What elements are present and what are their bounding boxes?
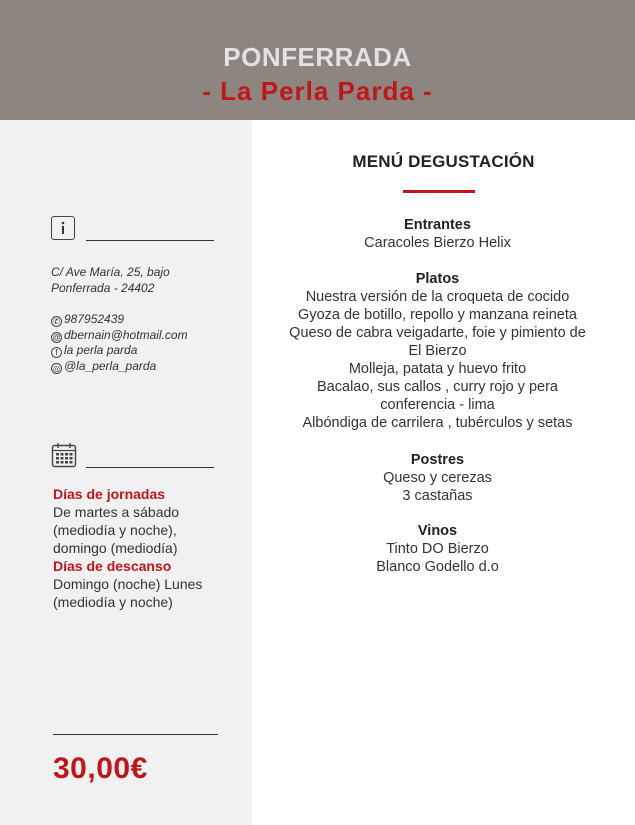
address-line-2: Ponferrada - 24402 bbox=[51, 281, 155, 295]
menu-item: Bacalao, sus callos , curry rojo y pera bbox=[317, 379, 558, 395]
section-title: Platos bbox=[415, 271, 460, 287]
menu-section-platos bbox=[280, 270, 595, 432]
address-line-1: C/ Ave María, 25, bajo bbox=[51, 265, 170, 279]
menu-item: Caracoles Bierzo Helix bbox=[364, 235, 511, 251]
rest-days-title: Días de descanso bbox=[53, 558, 172, 574]
instagram-handle: @la_perla_parda bbox=[64, 359, 157, 373]
menu-price: 30,00€ bbox=[53, 752, 148, 785]
facebook-icon: f bbox=[51, 347, 62, 358]
menu-item: El Bierzo bbox=[408, 343, 467, 359]
menu-item: Molleja, patata y huevo frito bbox=[348, 361, 527, 377]
email-contact[interactable] bbox=[51, 327, 188, 343]
menu-item: Blanco Godello d.o bbox=[376, 559, 499, 575]
phone-number: 987952439 bbox=[64, 312, 125, 326]
instagram-icon: ◎ bbox=[51, 363, 62, 374]
menu-section-vinos bbox=[280, 522, 595, 576]
info-icon bbox=[51, 216, 75, 240]
rest-days-line: (mediodía y noche) bbox=[53, 594, 173, 610]
facebook-contact[interactable] bbox=[51, 342, 137, 358]
menu-item: Queso y cerezas bbox=[383, 470, 492, 486]
section-title: Entrantes bbox=[404, 217, 471, 233]
menu-item: Tinto DO Bierzo bbox=[386, 541, 489, 557]
rest-days-line: Domingo (noche) Lunes bbox=[53, 576, 203, 592]
phone-contact[interactable] bbox=[51, 311, 124, 327]
menu-section-postres bbox=[280, 451, 595, 505]
menu-item: Gyoza de botillo, repollo y manzana reineta bbox=[298, 307, 577, 323]
header-banner bbox=[0, 0, 635, 120]
menu-section-entrantes bbox=[280, 216, 595, 252]
email-address: dbernain@hotmail.com bbox=[64, 328, 188, 342]
instagram-contact[interactable] bbox=[51, 358, 156, 374]
phone-icon: ✆ bbox=[51, 316, 62, 327]
restaurant-name: - La Perla Parda - bbox=[202, 76, 433, 106]
menu-item: conferencia - lima bbox=[380, 397, 495, 413]
menu-item: Queso de cabra veigadarte, foie y pimiento de bbox=[289, 325, 586, 341]
info-divider bbox=[86, 240, 214, 241]
calendar-icon bbox=[51, 442, 77, 468]
price-divider bbox=[53, 734, 218, 735]
working-days-line: De martes a sábado bbox=[53, 504, 180, 520]
facebook-handle: la perla parda bbox=[64, 343, 138, 357]
section-title: Vinos bbox=[417, 523, 458, 539]
menu-item: Nuestra versión de la croqueta de cocido bbox=[305, 289, 570, 305]
working-days-line: domingo (mediodía) bbox=[53, 540, 178, 556]
working-days-title: Días de jornadas bbox=[53, 486, 166, 502]
title-underline bbox=[403, 190, 475, 193]
menu-item: Albóndiga de carrilera , tubérculos y setas bbox=[302, 415, 573, 431]
schedule-divider bbox=[86, 467, 214, 468]
menu-item: 3 castañas bbox=[402, 488, 473, 504]
info-sidebar bbox=[0, 120, 252, 825]
section-title: Postres bbox=[410, 452, 465, 468]
working-days-line: (mediodía y noche), bbox=[53, 522, 177, 538]
email-icon: @ bbox=[52, 333, 61, 342]
city-title: PONFERRADA bbox=[223, 42, 412, 72]
menu-title: MENÚ DEGUSTACIÓN bbox=[352, 152, 535, 171]
